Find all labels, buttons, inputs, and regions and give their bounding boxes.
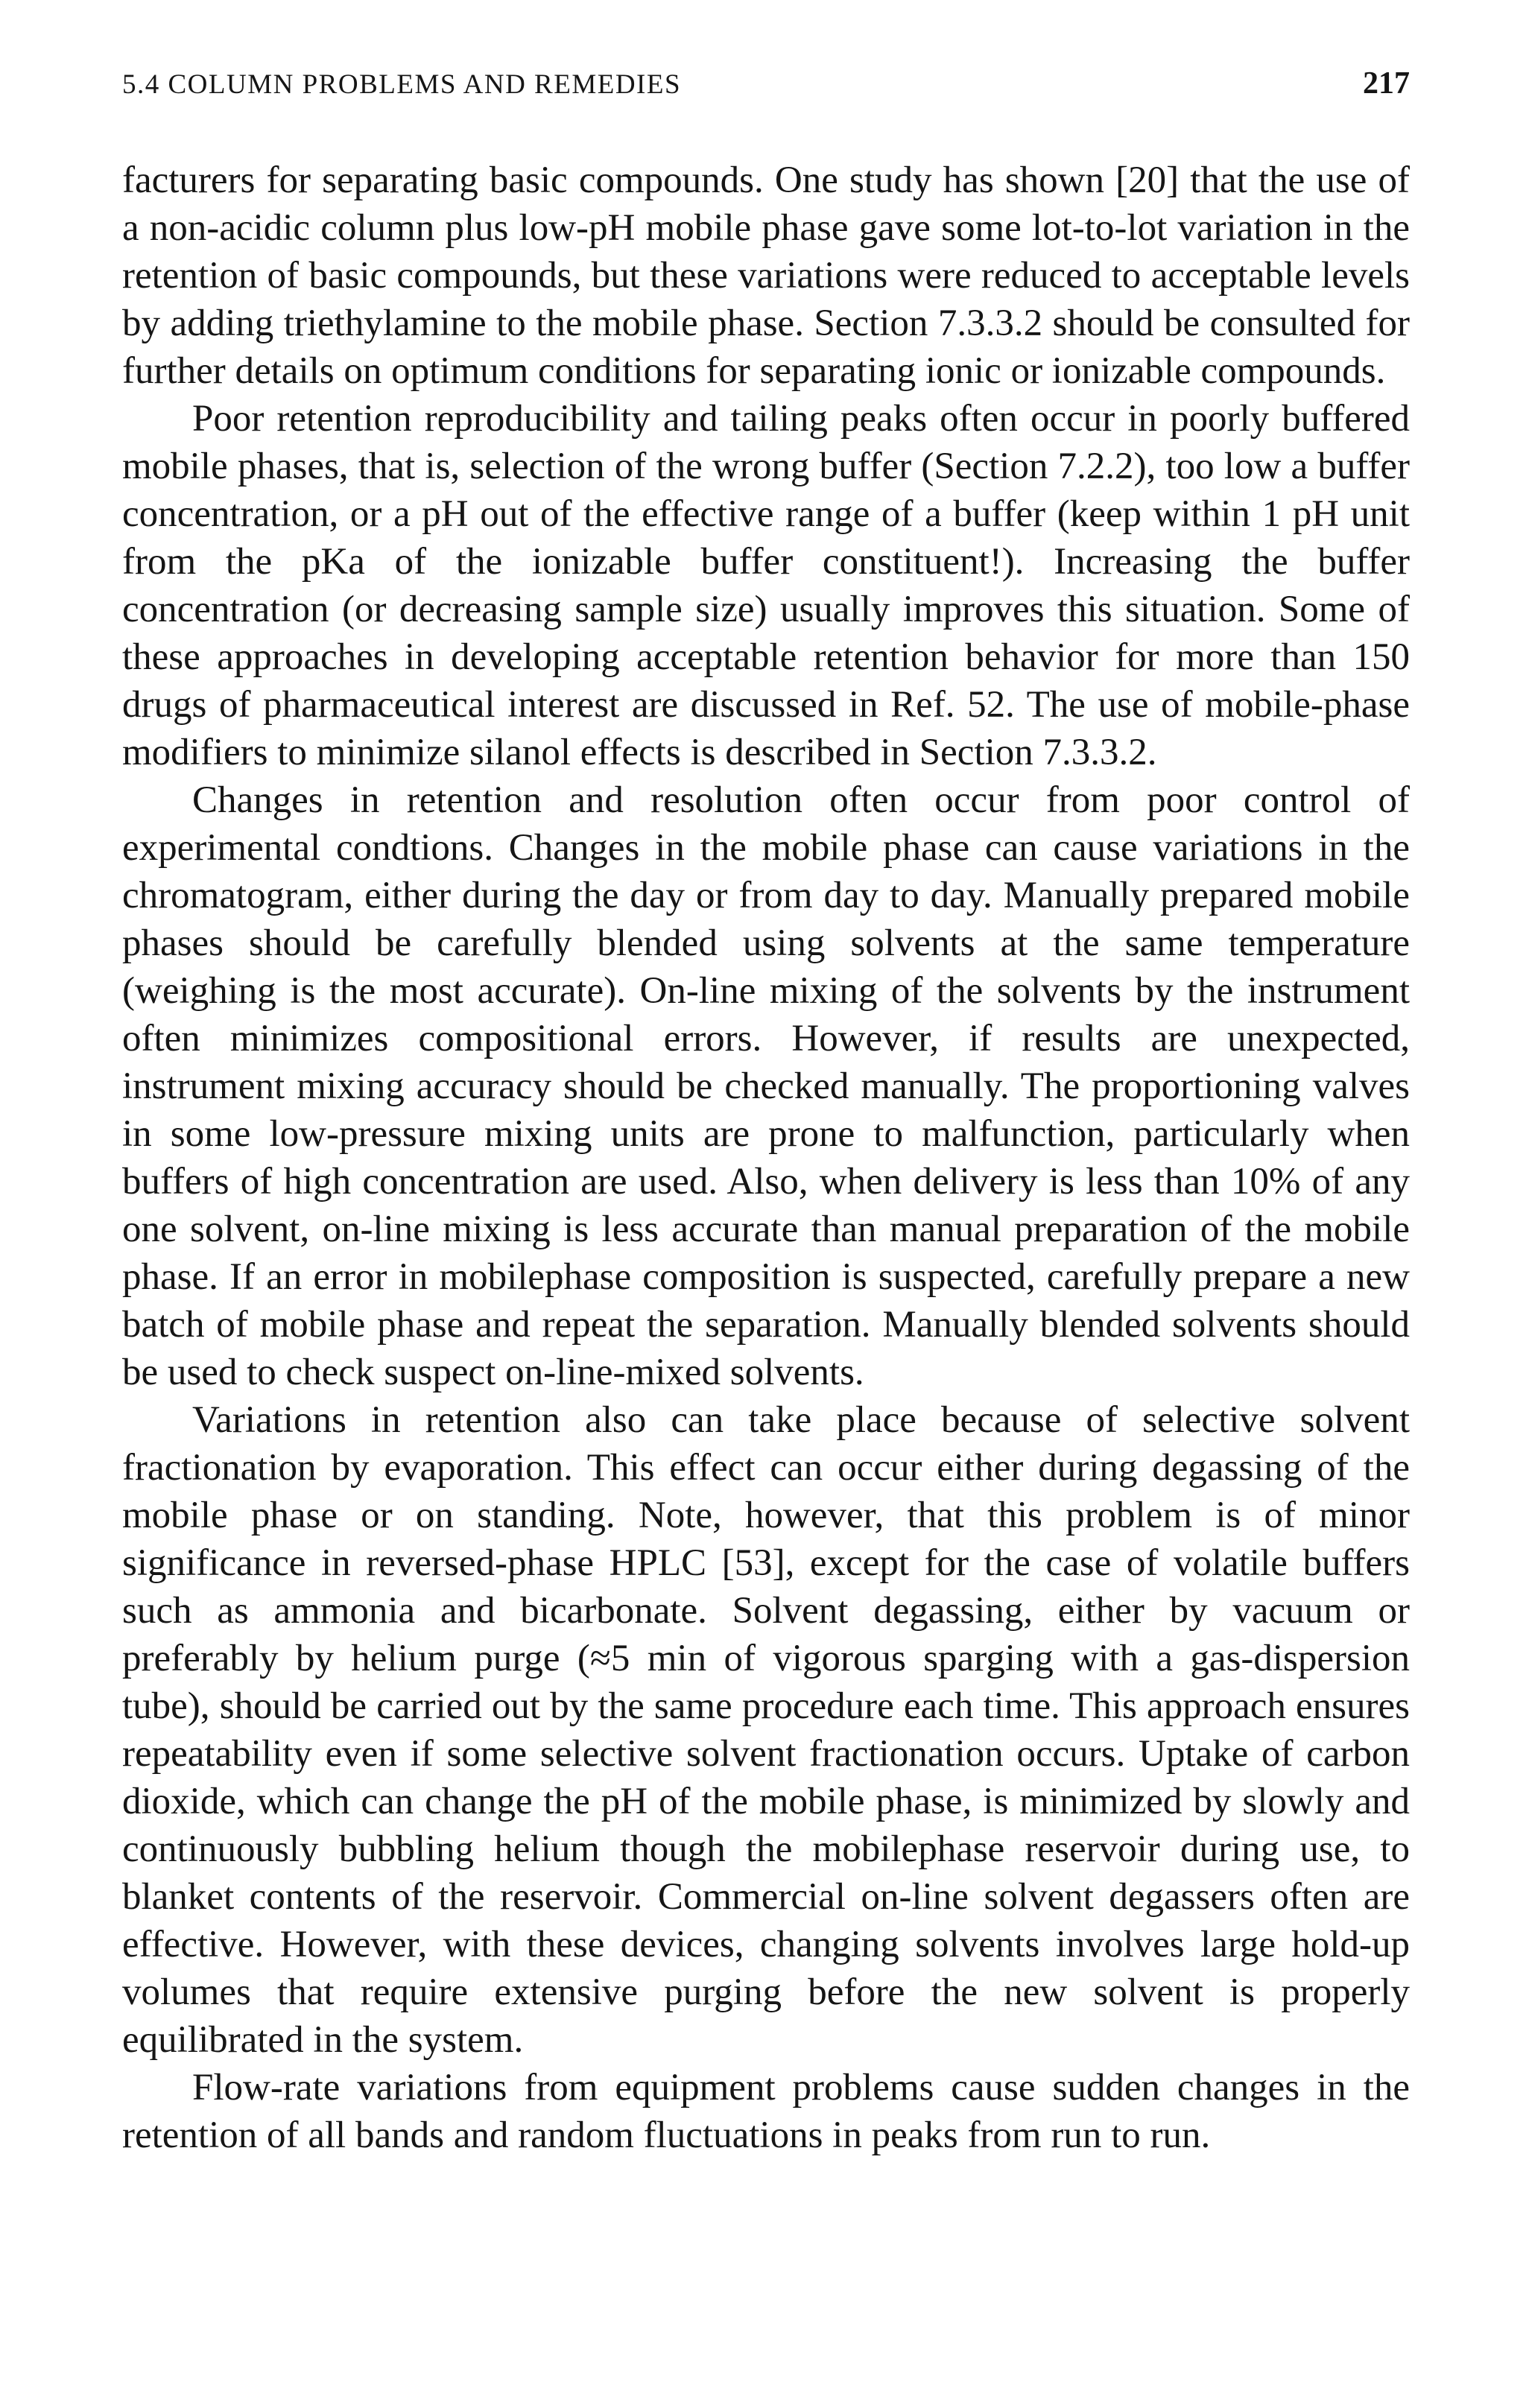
paragraph-experimental-conditions: Changes in retention and resolution often occur from poor control of experimental condtions. Changes in the mobile phase can cause variations in the chromatogram, either during the day or from day to day. Manually prepared mobile phases should be carefully blended using solvents at the same temperature (weighing is the most accurate). On-line mixing of the solvents by the instrument often minimizes compositional errors. However, if results are unexpected, instrument mixing accuracy should be checked manually. The proportioning valves in some low-pressure mixing units are prone to malfunction, particularly when buffers of high concentration are used. Also, when delivery is less than 10% of any one solvent, on-line mixing is less accurate than manual preparation of the mobile phase. If an error in mobilephase composition is suspected, carefully prepare a new batch of mobile phase and repeat the separation. Manually blended solvents should be used to check suspect on-line-mixed solvents. (122, 779, 1410, 1393)
page-number: 217 (1363, 66, 1410, 101)
section-title: 5.4 COLUMN PROBLEMS AND REMEDIES (122, 69, 682, 100)
running-header (122, 66, 1410, 110)
body-text (122, 156, 1410, 2159)
paragraph-solvent-fractionation: Variations in retention also can take place because of selective solvent fractionation by evaporation. This effect can occur either during degassing of the mobile phase or on standing. Note, however, that this problem is of minor significance in reversed-phase HPLC [53], except for the case of volatile buffers such as ammonia and bicarbonate. Solvent degassing, either by vacuum or preferably by helium purge (≈5 min of vigorous sparging with a gas-dispersion tube), should be carried out by the same procedure each time. This approach ensures repeatability even if some selective solvent fractionation occurs. Uptake of carbon dioxide, which can change the pH of the mobile phase, is minimized by slowly and continuously bubbling helium though the mobilephase reservoir during use, to blanket contents of the reservoir. Commercial on-line solvent degassers often are effective. However, with these devices, changing solvents involves large hold-up volumes that require extensive purging before the new solvent is properly equilibrated in the system. (122, 1399, 1410, 2061)
paragraph-flow-rate: Flow-rate variations from equipment problems cause sudden changes in the retention of all bands and random fluctuations in peaks from run to run. (122, 2067, 1410, 2156)
paragraph-buffer-reproducibility: Poor retention reproducibility and tailing peaks often occur in poorly buffered mobile phases, that is, selection of the wrong buffer (Section 7.2.2), too low a buffer concentration, or a pH out of the effective range of a buffer (keep within 1 pH unit from the pKa of the ionizable buffer constituent!). Increasing the buffer concentration (or decreasing sample size) usually improves this situation. Some of these approaches in developing acceptable retention behavior for more than 150 drugs of pharmaceutical interest are discussed in Ref. 52. The use of mobile-phase modifiers to minimize silanol effects is described in Section 7.3.3.2. (122, 398, 1410, 773)
paragraph-continued: facturers for separating basic compounds. One study has shown [20] that the use of a non-acidic column plus low-pH mobile phase gave some lot-to-lot variation in the retention of basic compounds, but these variations were reduced to acceptable levels by adding triethylamine to the mobile phase. Section 7.3.3.2 should be consulted for further details on optimum conditions for separating ionic or ionizable compounds. (122, 159, 1410, 392)
book-page (122, 66, 1410, 2159)
